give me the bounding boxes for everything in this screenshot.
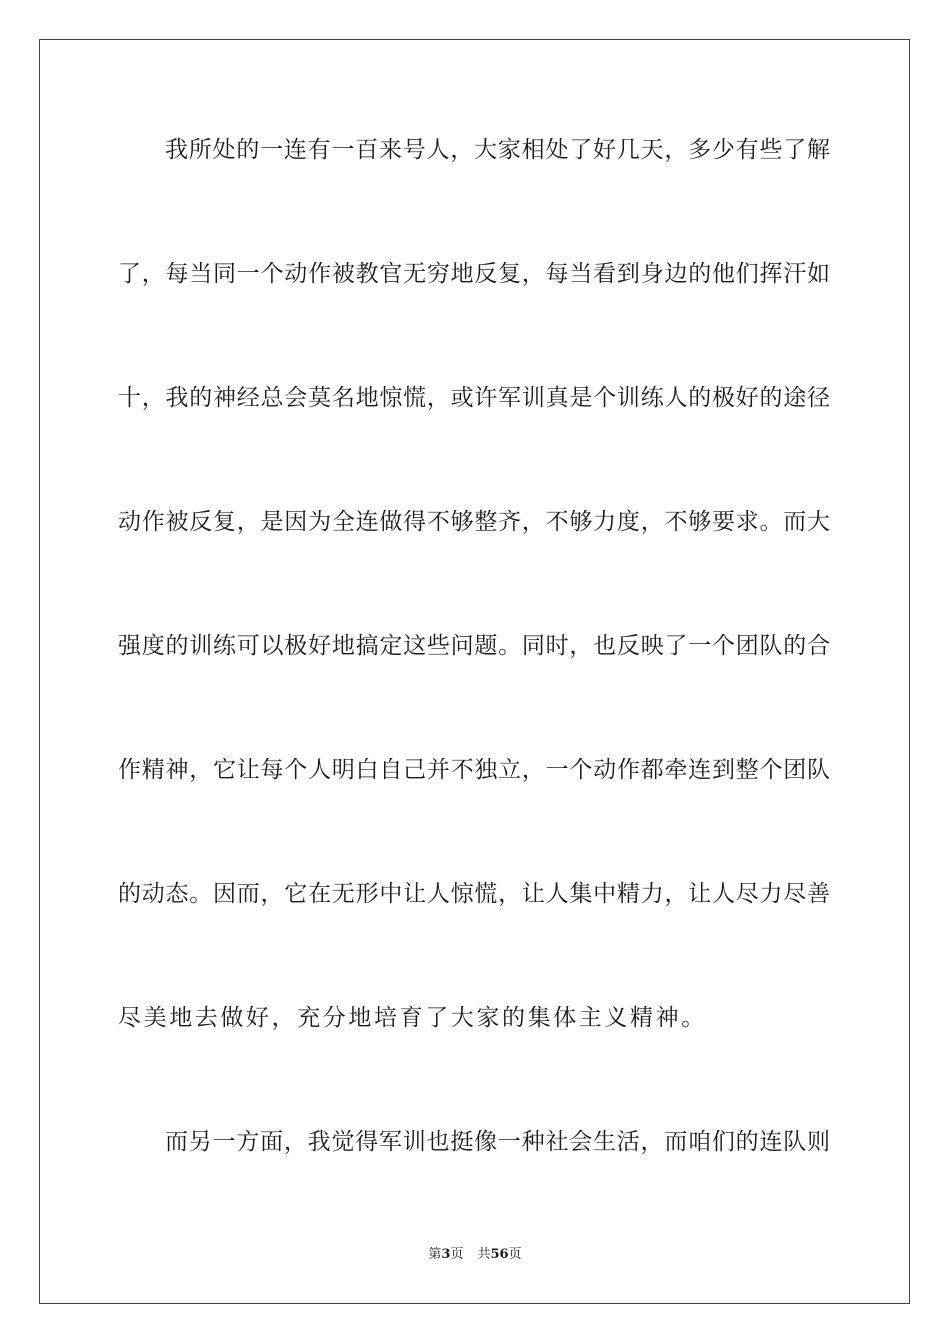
footer-total-suffix: 页 [508,1247,522,1262]
paragraph-1-line-2: 了，每当同一个动作被教官无穷地反复，每当看到身边的他们挥汗如 [118,261,830,287]
footer-page-number: 3 [441,1247,451,1262]
paragraph-1-line-7: 的动态。因而，它在无形中让人惊慌，让人集中精力，让人尽力尽善 [118,881,830,907]
footer-total-prefix: 共 [477,1247,491,1262]
page-footer [0,1245,950,1265]
paragraph-1-line-3: 十，我的神经总会莫名地惊慌，或许军训真是个训练人的极好的途径 [118,385,830,411]
paragraph-1-line-6: 作精神，它让每个人明白自己并不独立，一个动作都牵连到整个团队 [118,757,830,783]
page-border [39,39,910,1304]
paragraph-1-line-1: 我所处的一连有一百来号人，大家相处了好几天，多少有些了解 [165,137,830,163]
paragraph-2-line-1: 而另一方面，我觉得军训也挺像一种社会生活，而咱们的连队则 [165,1129,830,1155]
footer-page-prefix: 第 [428,1247,442,1262]
paragraph-1-line-8: 尽美地去做好，充分地培育了大家的集体主义精神。 [118,1005,707,1031]
footer-total-pages: 56 [490,1247,509,1262]
footer-page-suffix: 页 [450,1247,464,1262]
paragraph-1-line-5: 强度的训练可以极好地搞定这些问题。同时，也反映了一个团队的合 [118,633,830,659]
paragraph-1-line-4: 动作被反复，是因为全连做得不够整齐，不够力度，不够要求。而大 [118,509,830,535]
